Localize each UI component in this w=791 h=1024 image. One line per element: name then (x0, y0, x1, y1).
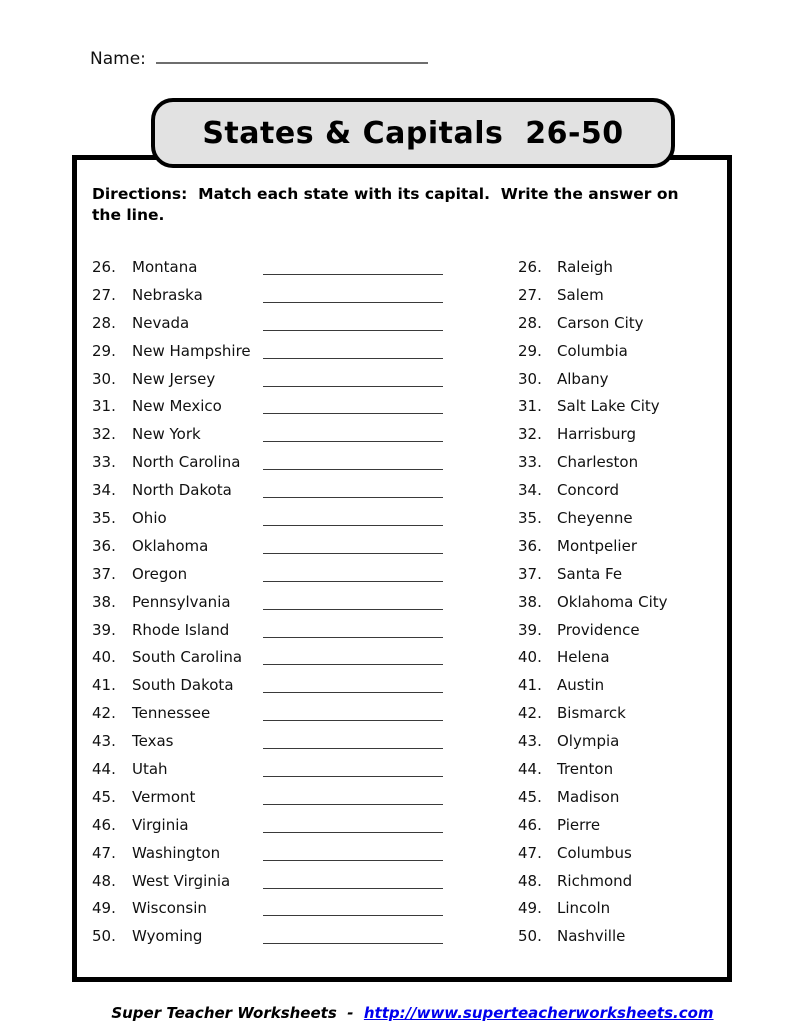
capital-label: Oklahoma City (557, 592, 668, 611)
name-row (90, 44, 428, 69)
state-label: Utah (132, 759, 168, 778)
match-row (92, 281, 722, 309)
answer-line[interactable] (263, 259, 443, 275)
capital-number: 30. (518, 369, 542, 388)
state-number: 45. (92, 787, 116, 806)
capital-label: Columbia (557, 341, 628, 360)
capital-label: Madison (557, 787, 620, 806)
name-write-line[interactable] (156, 44, 428, 64)
capital-label: Olympia (557, 732, 620, 751)
answer-line[interactable] (263, 510, 443, 526)
state-number: 33. (92, 453, 116, 472)
state-number: 42. (92, 704, 116, 723)
state-label: Wisconsin (132, 899, 207, 918)
capital-label: Cheyenne (557, 508, 633, 527)
capital-number: 38. (518, 592, 542, 611)
state-number: 37. (92, 564, 116, 583)
capital-number: 45. (518, 787, 542, 806)
capital-label: Concord (557, 481, 620, 500)
capital-label: Montpelier (557, 536, 637, 555)
answer-line[interactable] (263, 594, 443, 610)
title-box (151, 98, 675, 168)
capital-label: Santa Fe (557, 564, 623, 583)
state-label: New Jersey (132, 369, 216, 388)
page-title: States & Capitals 26-50 (202, 115, 624, 151)
capital-label: Salem (557, 285, 604, 304)
capital-number: 32. (518, 425, 542, 444)
match-row (92, 392, 722, 420)
footer-brand: Super Teacher Worksheets - (111, 1004, 364, 1022)
state-label: Ohio (132, 508, 167, 527)
capital-number: 39. (518, 620, 542, 639)
worksheet-rows (92, 253, 722, 950)
match-row (92, 783, 722, 811)
state-number: 31. (92, 397, 116, 416)
answer-line[interactable] (263, 538, 443, 554)
state-number: 38. (92, 592, 116, 611)
footer (72, 986, 732, 1024)
capital-label: Charleston (557, 453, 639, 472)
state-label: West Virginia (132, 871, 231, 890)
directions-text: Directions: Match each state with its capital. Write the answer on the line. (92, 185, 684, 224)
state-number: 28. (92, 313, 116, 332)
state-number: 32. (92, 425, 116, 444)
match-row (92, 253, 722, 281)
answer-line[interactable] (263, 733, 443, 749)
answer-line[interactable] (263, 315, 443, 331)
capital-number: 47. (518, 843, 542, 862)
answer-line[interactable] (263, 622, 443, 638)
match-row (92, 476, 722, 504)
capital-label: Nashville (557, 927, 626, 946)
state-number: 46. (92, 815, 116, 834)
state-number: 35. (92, 508, 116, 527)
match-row (92, 560, 722, 588)
state-label: Montana (132, 257, 198, 276)
state-label: Oklahoma (132, 536, 209, 555)
state-label: Washington (132, 843, 221, 862)
match-row (92, 448, 722, 476)
state-number: 26. (92, 257, 116, 276)
match-row (92, 588, 722, 616)
capital-label: Columbus (557, 843, 632, 862)
match-row (92, 894, 722, 922)
state-number: 39. (92, 620, 116, 639)
capital-number: 27. (518, 285, 542, 304)
state-label: Oregon (132, 564, 188, 583)
match-row (92, 922, 722, 950)
state-number: 40. (92, 648, 116, 667)
state-number: 47. (92, 843, 116, 862)
state-label: South Carolina (132, 648, 243, 667)
answer-line[interactable] (263, 566, 443, 582)
state-number: 41. (92, 676, 116, 695)
capital-number: 29. (518, 341, 542, 360)
match-row (92, 616, 722, 644)
state-label: New Mexico (132, 397, 222, 416)
state-number: 29. (92, 341, 116, 360)
capital-label: Richmond (557, 871, 633, 890)
capital-number: 46. (518, 815, 542, 834)
capital-label: Providence (557, 620, 640, 639)
match-row (92, 839, 722, 867)
answer-line[interactable] (263, 482, 443, 498)
state-label: Wyoming (132, 927, 203, 946)
capital-number: 26. (518, 257, 542, 276)
state-number: 34. (92, 481, 116, 500)
capital-number: 48. (518, 871, 542, 890)
match-row (92, 727, 722, 755)
answer-line[interactable] (263, 789, 443, 805)
answer-line[interactable] (263, 761, 443, 777)
match-row (92, 755, 722, 783)
capital-label: Raleigh (557, 257, 613, 276)
state-label: Rhode Island (132, 620, 230, 639)
match-row (92, 699, 722, 727)
capital-label: Harrisburg (557, 425, 636, 444)
capital-number: 36. (518, 536, 542, 555)
answer-line[interactable] (263, 426, 443, 442)
answer-line[interactable] (263, 454, 443, 470)
answer-line[interactable] (263, 287, 443, 303)
answer-line[interactable] (263, 845, 443, 861)
capital-number: 28. (518, 313, 542, 332)
state-label: Nevada (132, 313, 190, 332)
state-number: 36. (92, 536, 116, 555)
match-row (92, 309, 722, 337)
state-number: 27. (92, 285, 116, 304)
answer-line[interactable] (263, 371, 443, 387)
capital-number: 34. (518, 481, 542, 500)
capital-number: 44. (518, 759, 542, 778)
state-number: 50. (92, 927, 116, 946)
footer-link[interactable]: http://www.superteacherworksheets.com (363, 1004, 714, 1022)
capital-number: 37. (518, 564, 542, 583)
capital-number: 43. (518, 732, 542, 751)
worksheet-body-box (72, 155, 732, 982)
state-label: North Dakota (132, 481, 232, 500)
capital-number: 31. (518, 397, 542, 416)
state-label: Tennessee (132, 704, 211, 723)
state-label: Texas (132, 732, 174, 751)
capital-number: 50. (518, 927, 542, 946)
state-number: 44. (92, 759, 116, 778)
capital-number: 49. (518, 899, 542, 918)
match-row (92, 867, 722, 895)
match-row (92, 504, 722, 532)
capital-label: Bismarck (557, 704, 626, 723)
name-label: Name: (90, 49, 146, 69)
answer-line[interactable] (263, 343, 443, 359)
capital-number: 40. (518, 648, 542, 667)
state-label: Vermont (132, 787, 196, 806)
match-row (92, 643, 722, 671)
state-label: New York (132, 425, 201, 444)
state-number: 49. (92, 899, 116, 918)
capital-number: 41. (518, 676, 542, 695)
answer-line[interactable] (263, 928, 443, 944)
capital-label: Austin (557, 676, 605, 695)
capital-label: Albany (557, 369, 609, 388)
capital-label: Salt Lake City (557, 397, 660, 416)
match-row (92, 532, 722, 560)
capital-label: Helena (557, 648, 610, 667)
answer-line[interactable] (263, 677, 443, 693)
state-number: 43. (92, 732, 116, 751)
capital-label: Lincoln (557, 899, 611, 918)
state-label: South Dakota (132, 676, 234, 695)
match-row (92, 365, 722, 393)
state-label: Pennsylvania (132, 592, 231, 611)
capital-label: Pierre (557, 815, 601, 834)
answer-line[interactable] (263, 398, 443, 414)
capital-number: 35. (518, 508, 542, 527)
match-row (92, 420, 722, 448)
capital-number: 33. (518, 453, 542, 472)
answer-line[interactable] (263, 649, 443, 665)
match-row (92, 671, 722, 699)
capital-label: Carson City (557, 313, 644, 332)
capital-label: Trenton (557, 759, 614, 778)
state-label: Nebraska (132, 285, 203, 304)
state-label: New Hampshire (132, 341, 251, 360)
answer-line[interactable] (263, 817, 443, 833)
state-number: 30. (92, 369, 116, 388)
answer-line[interactable] (263, 900, 443, 916)
capital-number: 42. (518, 704, 542, 723)
match-row (92, 337, 722, 365)
state-number: 48. (92, 871, 116, 890)
answer-line[interactable] (263, 705, 443, 721)
state-label: North Carolina (132, 453, 241, 472)
match-row (92, 811, 722, 839)
state-label: Virginia (132, 815, 189, 834)
answer-line[interactable] (263, 873, 443, 889)
